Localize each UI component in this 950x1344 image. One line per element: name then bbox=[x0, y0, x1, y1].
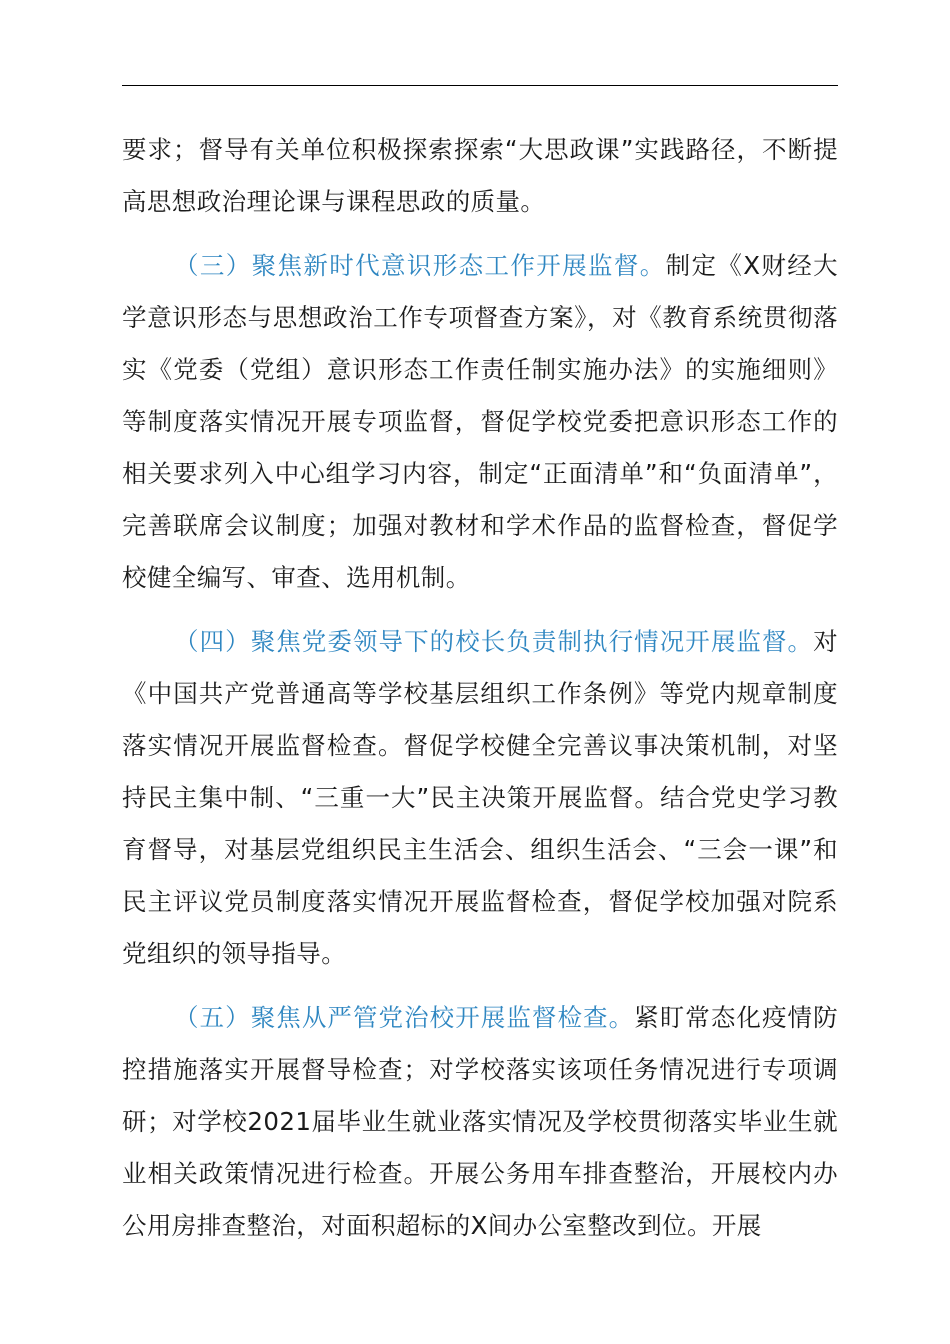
document-body bbox=[122, 124, 838, 1252]
paragraph-section-5 bbox=[122, 992, 838, 1252]
section-heading-4: （四）聚焦党委领导下的校长负责制执行情况开展监督。 bbox=[174, 627, 814, 656]
paragraph-section-4 bbox=[122, 616, 838, 980]
section-heading-5: （五）聚焦从严管党治校开展监督检查。 bbox=[174, 1003, 635, 1032]
section-heading-3: （三）聚焦新时代意识形态工作开展监督。 bbox=[174, 251, 666, 280]
paragraph-body: 紧盯常态化疫情防控措施落实开展督导检查；对学校落实该项任务情况进行专项调研；对学校2021届毕业生就业落实情况及学校贯彻落实毕业生就业相关政策情况进行检查。开展公务用车排查整治，开展校内办公用房排查整治，对面积超标的X间办公室整改到位。开展 bbox=[122, 1003, 839, 1240]
paragraph-continuation bbox=[122, 124, 838, 228]
paragraph-body: 要求；督导有关单位积极探索探索“大思政课”实践路径，不断提高思想政治理论课与课程思政的质量。 bbox=[122, 135, 838, 216]
paragraph-body: 制定《X财经大学意识形态与思想政治工作专项督查方案》，对《教育系统贯彻落实《党委（党组）意识形态工作责任制实施办法》的实施细则》等制度落实情况开展专项监督，督促学校党委把意识形态工作的相关要求列入中心组学习内容，制定“正面清单”和“负面清单”，完善联席会议制度；加强对教材和学术作品的监督检查，督促学校健全编写、审查、选用机制。 bbox=[122, 251, 838, 592]
paragraph-body: 对《中国共产党普通高等学校基层组织工作条例》等党内规章制度落实情况开展监督检查。督促学校健全完善议事决策机制，对坚持民主集中制、“三重一大”民主决策开展监督。结合党史学习教育督导，对基层党组织民主生活会、组织生活会、“三会一课”和民主评议党员制度落实情况开展监督检查，督促学校加强对院系党组织的领导指导。 bbox=[122, 627, 838, 968]
paragraph-section-3 bbox=[122, 240, 838, 604]
header-rule bbox=[122, 85, 838, 86]
